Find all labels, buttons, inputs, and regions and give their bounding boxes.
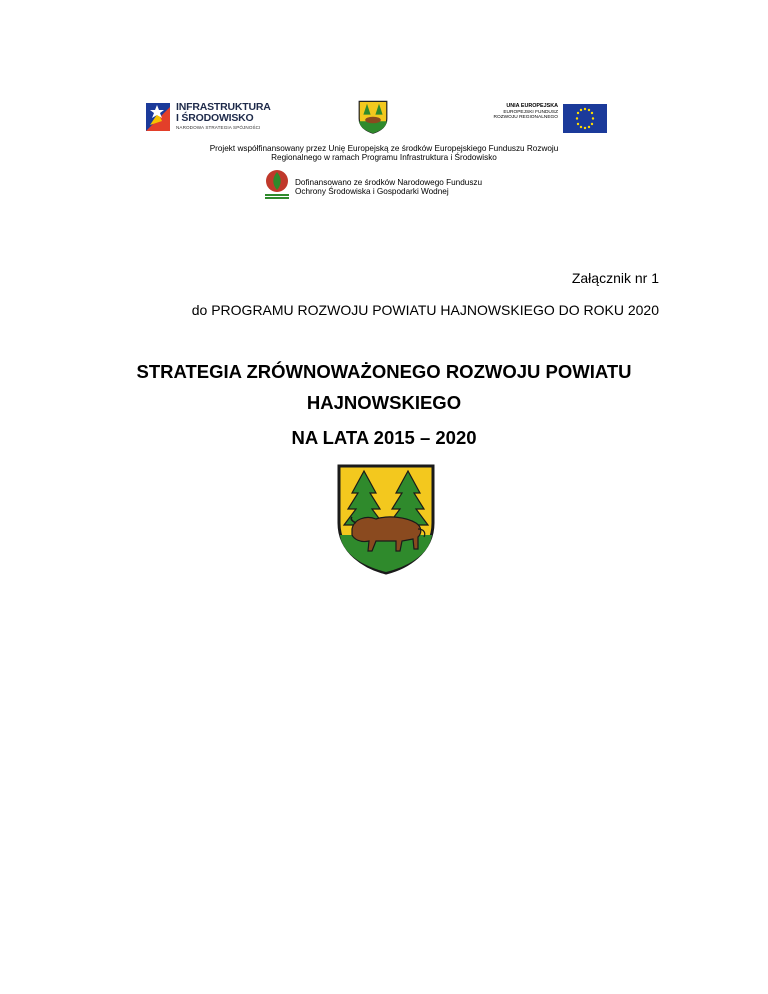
eu-flag: [563, 104, 607, 133]
nfosigw-text: [295, 178, 482, 197]
nfosigw-logo: [262, 168, 292, 200]
nfosigw-emblem-icon: [262, 168, 292, 200]
infrastruktura-emblem-icon: [144, 99, 174, 135]
infrastruktura-logo: [144, 99, 274, 135]
document-title-line2: HAJNOWSKIEGO: [306, 392, 462, 413]
eu-line2: EUROPEJSKI FUNDUSZ: [503, 109, 558, 115]
county-crest-small: [358, 100, 388, 134]
infrastruktura-line1: INFRASTRUKTURA: [176, 101, 271, 113]
infrastruktura-line2: I ŚRODOWISKO: [176, 111, 254, 124]
eu-line3: ROZWOJU REGIONALNEGO: [493, 114, 558, 120]
county-crest-small-icon: [358, 100, 388, 134]
nfosigw-line2: Ochrony Środowiska i Gospodarki Wodnej: [295, 187, 449, 197]
county-crest-icon: [336, 463, 436, 575]
infrastruktura-line3: NARODOWA STRATEGIA SPÓJNOŚCI: [176, 125, 261, 130]
project-note-line1: Projekt współfinansowany przez Unię Europejską ze środków Europejskiego Funduszu Rozwoju: [209, 144, 559, 153]
document-title-line1: STRATEGIA ZRÓWNOWAŻONEGO ROZWOJU POWIATU: [136, 361, 632, 382]
project-note-line2: Regionalnego w ramach Programu Infrastruktura i Środowisko: [271, 153, 497, 163]
eu-flag-icon: [563, 104, 607, 133]
program-label: do PROGRAMU ROZWOJU POWIATU HAJNOWSKIEGO DO ROKU 2020: [191, 302, 659, 318]
eu-line1: UNIA EUROPEJSKA: [506, 103, 558, 109]
eu-label: [472, 104, 558, 120]
project-cofinancing-note: [150, 144, 618, 163]
annex-label: Załącznik nr 1: [571, 270, 659, 286]
county-crest-large: [336, 463, 436, 575]
nfosigw-line1: Dofinansowano ze środków Narodowego Funduszu: [295, 178, 483, 187]
document-title-line3: NA LATA 2015 – 2020: [291, 427, 477, 448]
